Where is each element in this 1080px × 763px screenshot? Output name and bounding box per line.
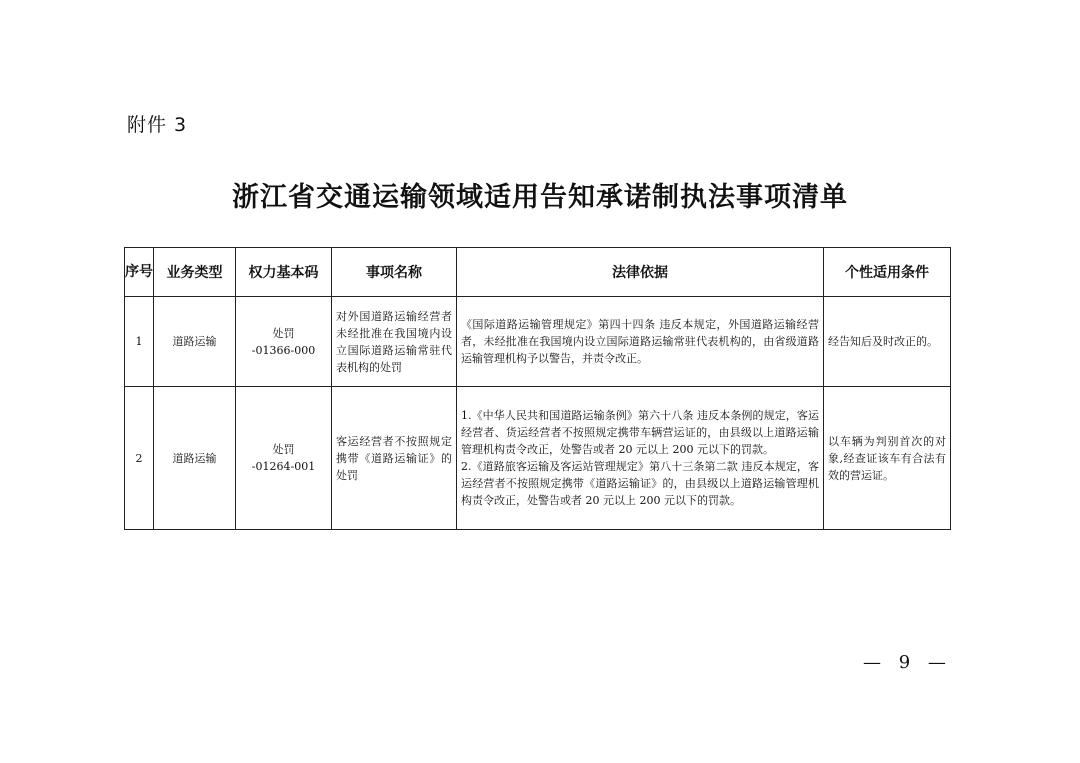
table-header-row [125, 248, 951, 297]
legal-basis-clause: 2.《道路旅客运输及客运站管理规定》第八十三条第二款 违反本规定，客运经营者不按照规定携带《道路运输证》的，由县级以上道路运输管理机构责令改正，处警告或者 20 元以上 200 元以下的罚款。 [461, 460, 819, 507]
cell-seq: 1 [125, 297, 154, 387]
document-title: 浙江省交通运输领域适用告知承诺制执法事项清单 [232, 182, 848, 213]
cell-legal-basis [457, 387, 824, 530]
power-code-number: -01366-000 [251, 343, 316, 357]
cell-conditions: 以车辆为判别首次的对象,经查证该车有合法有效的营运证。 [824, 387, 951, 530]
cell-power-code [236, 387, 332, 530]
cell-item-name: 对外国道路运输经营者未经批准在我国境内设立国际道路运输常驻代表机构的处罚 [332, 297, 457, 387]
cell-business-type: 道路运输 [154, 297, 236, 387]
attachment-label: 附件 3 [127, 114, 188, 136]
cell-seq: 2 [125, 387, 154, 530]
table-row [125, 387, 951, 530]
power-code-category: 处罚 [272, 326, 295, 340]
cell-business-type: 道路运输 [154, 387, 236, 530]
cell-power-code [236, 297, 332, 387]
header-conditions: 个性适用条件 [824, 248, 951, 297]
power-code-number: -01264-001 [251, 460, 316, 473]
header-item-name: 事项名称 [332, 248, 457, 297]
header-power-code: 权力基本码 [236, 248, 332, 297]
page-number: — 9 — [863, 652, 952, 673]
cell-legal-basis [457, 297, 824, 387]
power-code-category: 处罚 [272, 443, 295, 456]
header-business-type: 业务类型 [154, 248, 236, 297]
cell-conditions: 经告知后及时改正的。 [824, 297, 951, 387]
header-seq: 序号 [125, 248, 154, 297]
enforcement-items-table [124, 247, 951, 530]
table-row [125, 297, 951, 387]
header-legal-basis: 法律依据 [457, 248, 824, 297]
cell-item-name: 客运经营者不按照规定携带《道路运输证》的处罚 [332, 387, 457, 530]
legal-basis-clause: 《国际道路运输管理规定》第四十四条 违反本规定，外国道路运输经营者，未经批准在我国境内设立国际道路运输常驻代表机构的，由省级道路运输管理机构予以警告，并责令改正。 [461, 318, 819, 365]
legal-basis-clause: 1.《中华人民共和国道路运输条例》第六十八条 违反本条例的规定，客运经营者、货运经营者不按照规定携带车辆营运证的，由县级以上道路运输管理机构责令改正，处警告或者 20 元以上 200 元以下的罚款。 [461, 409, 819, 456]
